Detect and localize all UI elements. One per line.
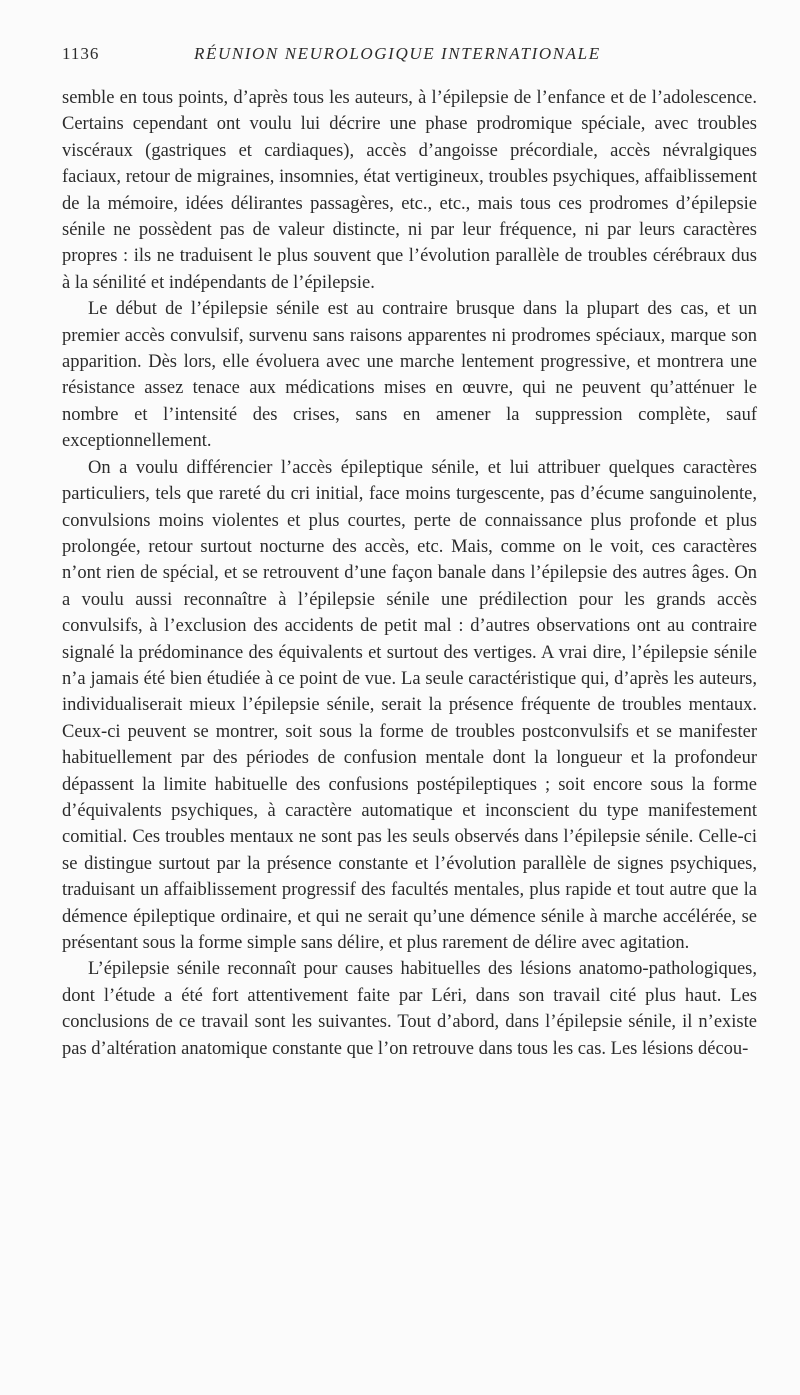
page-number: 1136 bbox=[62, 44, 100, 63]
page-header bbox=[62, 44, 762, 74]
running-title: RÉUNION NEUROLOGIQUE INTERNATIONALE bbox=[194, 44, 601, 63]
paragraph-3: On a voulu différencier l’accès épileptique sénile, et lui attribuer quelques caractères particuliers, tels que rareté du cri initial, face moins turgescente, pas d’écume sanguinolente, convulsions moins violentes et plus courtes, perte de connaissance plus profonde et plus prolongée, retour surtout nocturne des accès, etc. Mais, comme on le voit, ces caractères n’ont rien de spécial, et se retrouvent d’une façon banale dans l’épilepsie des autres âges. On a voulu aussi reconnaître à l’épilepsie sénile une prédilection pour les grands accès convulsifs, à l’exclusion des accidents de petit mal : d’autres observations ont au contraire signalé la prédominance des équivalents et surtout des vertiges. A vrai dire, l’épilepsie sénile n’a jamais été bien étudiée à ce point de vue. La seule caractéristique qui, d’après les auteurs, individualiserait mieux l’épilepsie sénile, serait la présence fréquente de troubles mentaux. Ceux-ci peuvent se montrer, soit sous la forme de troubles postconvulsifs et se manifester habituellement par des périodes de confusion mentale dont la longueur et la profondeur dépassent la limite habituelle des confusions postépileptiques ; soit encore sous la forme d’équivalents psychiques, à caractère automatique et inconscient du type manifestement comitial. Ces troubles mentaux ne sont pas les seuls observés dans l’épilepsie sénile. Celle-ci se distingue surtout par la présence constante et l’évolution parallèle de signes psychiques, traduisant un affaiblissement progressif des facultés mentales, plus rapide et tout autre que la démence épileptique ordinaire, et qui ne serait qu’une démence sénile à marche accélérée, se présentant sous la forme simple sans délire, et plus rarement de délire avec agitation. bbox=[62, 457, 757, 953]
paragraph-1: semble en tous points, d’après tous les auteurs, à l’épilepsie de l’enfance et de l’adolescence. Certains cependant ont voulu lui décrire une phase prodromique spéciale, avec troubles viscéraux (gastriques et cardiaques), accès d’angoisse précordiale, accès névralgiques faciaux, retour de migraines, insomnies, état vertigineux, troubles psychiques, affaiblissement de la mémoire, idées délirantes passagères, etc., etc., mais tous ces prodromes d’épilepsie sénile ne possèdent pas de valeur distincte, ni par leur fréquence, ni par leurs caractères propres : ils ne traduisent le plus souvent que l’évolution parallèle de troubles cérébraux dus à la sénilité et indépendants de l’épilepsie. bbox=[62, 88, 757, 293]
paragraph-4: L’épilepsie sénile reconnaît pour causes habituelles des lésions anatomo-pathologiques, dont l’étude a été fort attentivement faite par Léri, dans son travail cité plus haut. Les conclusions de ce travail sont les suivantes. Tout d’abord, dans l’épilepsie sénile, il n’existe pas d’altération anatomique constante que l’on retrouve dans tous les cas. Les lésions décou- bbox=[62, 959, 757, 1059]
body-text bbox=[62, 85, 757, 1062]
paragraph-2: Le début de l’épilepsie sénile est au contraire brusque dans la plupart des cas, et un premier accès convulsif, survenu sans raisons apparentes ni prodromes spéciaux, marque son apparition. Dès lors, elle évoluera avec une marche lentement progressive, et montrera une résistance assez tenace aux médications mises en œuvre, qui ne peuvent qu’atténuer le nombre et l’intensité des crises, sans en amener la suppression complète, sauf exceptionnellement. bbox=[62, 299, 757, 452]
